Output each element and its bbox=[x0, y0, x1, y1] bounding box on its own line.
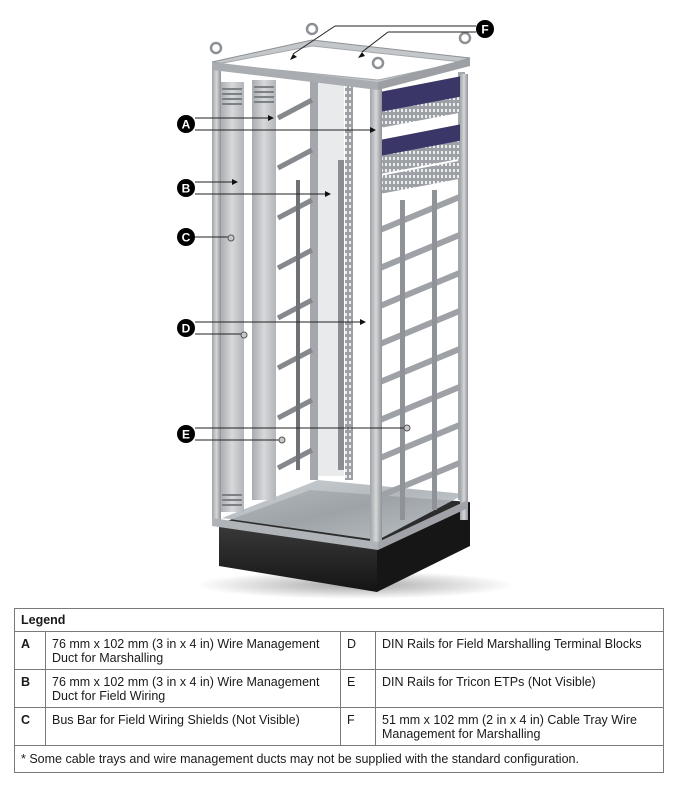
legend-footnote: * Some cable trays and wire management ducts may not be supplied with the standard configuration. bbox=[15, 746, 664, 773]
svg-text:C: C bbox=[181, 230, 191, 245]
legend-row bbox=[15, 632, 664, 670]
legend-row bbox=[15, 708, 664, 746]
svg-text:F: F bbox=[481, 22, 489, 37]
legend-text-b: 76 mm x 102 mm (3 in x 4 in) Wire Management Duct for Field Wiring bbox=[46, 670, 341, 708]
callout-e bbox=[177, 425, 195, 443]
wire-duct-b bbox=[220, 82, 244, 512]
legend-text-d: DIN Rails for Field Marshalling Terminal Blocks bbox=[376, 632, 664, 670]
legend-text-e: DIN Rails for Tricon ETPs (Not Visible) bbox=[376, 670, 664, 708]
svg-text:B: B bbox=[181, 181, 191, 196]
legend-key-f: F bbox=[341, 708, 376, 746]
lifting-eye bbox=[460, 33, 470, 43]
legend-key-c: C bbox=[15, 708, 46, 746]
legend-key-b: B bbox=[15, 670, 46, 708]
callout-d bbox=[177, 319, 195, 337]
wire-duct-a bbox=[252, 80, 276, 500]
legend-table bbox=[14, 608, 664, 773]
legend-key-d: D bbox=[341, 632, 376, 670]
lifting-eye bbox=[211, 43, 221, 53]
legend-header-row bbox=[15, 609, 664, 632]
legend-title: Legend bbox=[15, 609, 664, 632]
legend-text-f: 51 mm x 102 mm (2 in x 4 in) Cable Tray Wire Management for Marshalling bbox=[376, 708, 664, 746]
legend-text-c: Bus Bar for Field Wiring Shields (Not Visible) bbox=[46, 708, 341, 746]
callout-f bbox=[476, 20, 494, 38]
svg-text:D: D bbox=[181, 321, 191, 336]
legend-footnote-row bbox=[15, 746, 664, 773]
terminal-block-trays bbox=[380, 76, 464, 194]
svg-text:E: E bbox=[181, 427, 191, 442]
callout-a bbox=[177, 115, 195, 133]
callout-b bbox=[177, 179, 195, 197]
lifting-eye bbox=[307, 24, 317, 34]
svg-text:A: A bbox=[181, 117, 191, 132]
inner-ladder bbox=[278, 100, 312, 468]
right-side-rails bbox=[380, 196, 462, 496]
legend-key-a: A bbox=[15, 632, 46, 670]
legend-row bbox=[15, 670, 664, 708]
right-side-verticals bbox=[400, 190, 437, 520]
legend-key-e: E bbox=[341, 670, 376, 708]
callout-c bbox=[177, 228, 195, 246]
legend-text-a: 76 mm x 102 mm (3 in x 4 in) Wire Management Duct for Marshalling bbox=[46, 632, 341, 670]
